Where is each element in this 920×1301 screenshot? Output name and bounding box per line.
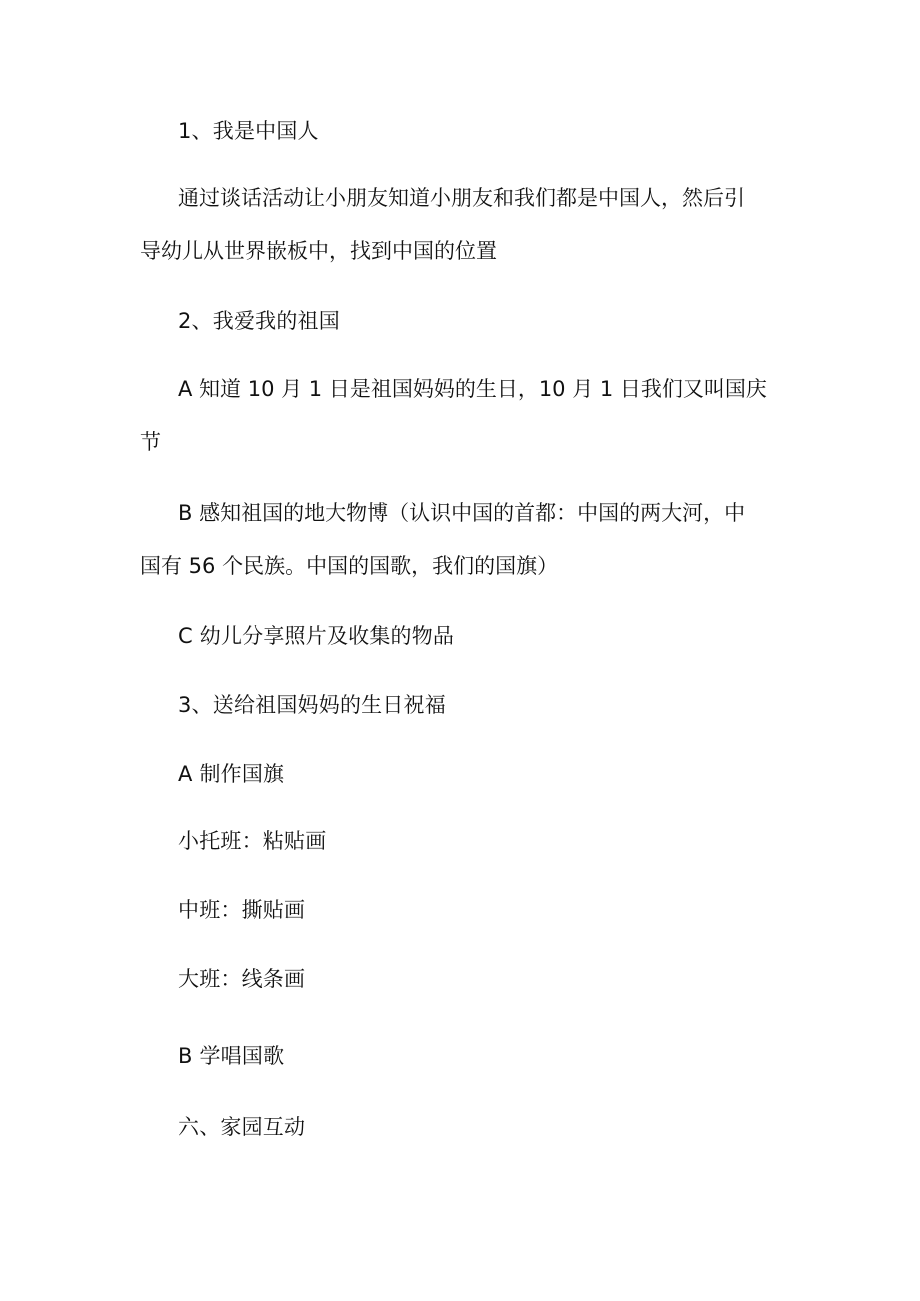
paragraph-line: A 知道 10 月 1 日是祖国妈妈的生日，10 月 1 日我们又叫国庆: [178, 377, 767, 401]
list-item-c: C 幼儿分享照片及收集的物品: [178, 624, 455, 648]
paragraph-talk-activity: [140, 182, 790, 268]
heading-6: 六、家园互动: [178, 1115, 306, 1139]
paragraph-item-b: [140, 497, 790, 583]
paragraph-line: B 感知祖国的地大物博（认识中国的首都：中国的两大河，中: [178, 501, 746, 525]
list-item-make-flag: A 制作国旗: [178, 762, 285, 786]
list-item-toddler-class: 小托班：粘贴画: [178, 829, 327, 853]
list-item-senior-class: 大班：线条画: [178, 967, 306, 991]
paragraph-line: 节: [140, 430, 161, 454]
paragraph-line: 导幼儿从世界嵌板中，找到中国的位置: [140, 239, 497, 263]
heading-2: 2、我爱我的祖国: [178, 309, 340, 333]
paragraph-line: 国有 56 个民族。中国的国歌，我们的国旗）: [140, 554, 559, 578]
heading-3: 3、送给祖国妈妈的生日祝福: [178, 693, 446, 717]
heading-1: 1、我是中国人: [178, 119, 319, 143]
paragraph-item-a: [140, 373, 790, 459]
list-item-middle-class: 中班：撕贴画: [178, 898, 306, 922]
list-item-sing-anthem: B 学唱国歌: [178, 1044, 285, 1068]
paragraph-line: 通过谈话活动让小朋友知道小朋友和我们都是中国人，然后引: [178, 186, 745, 210]
